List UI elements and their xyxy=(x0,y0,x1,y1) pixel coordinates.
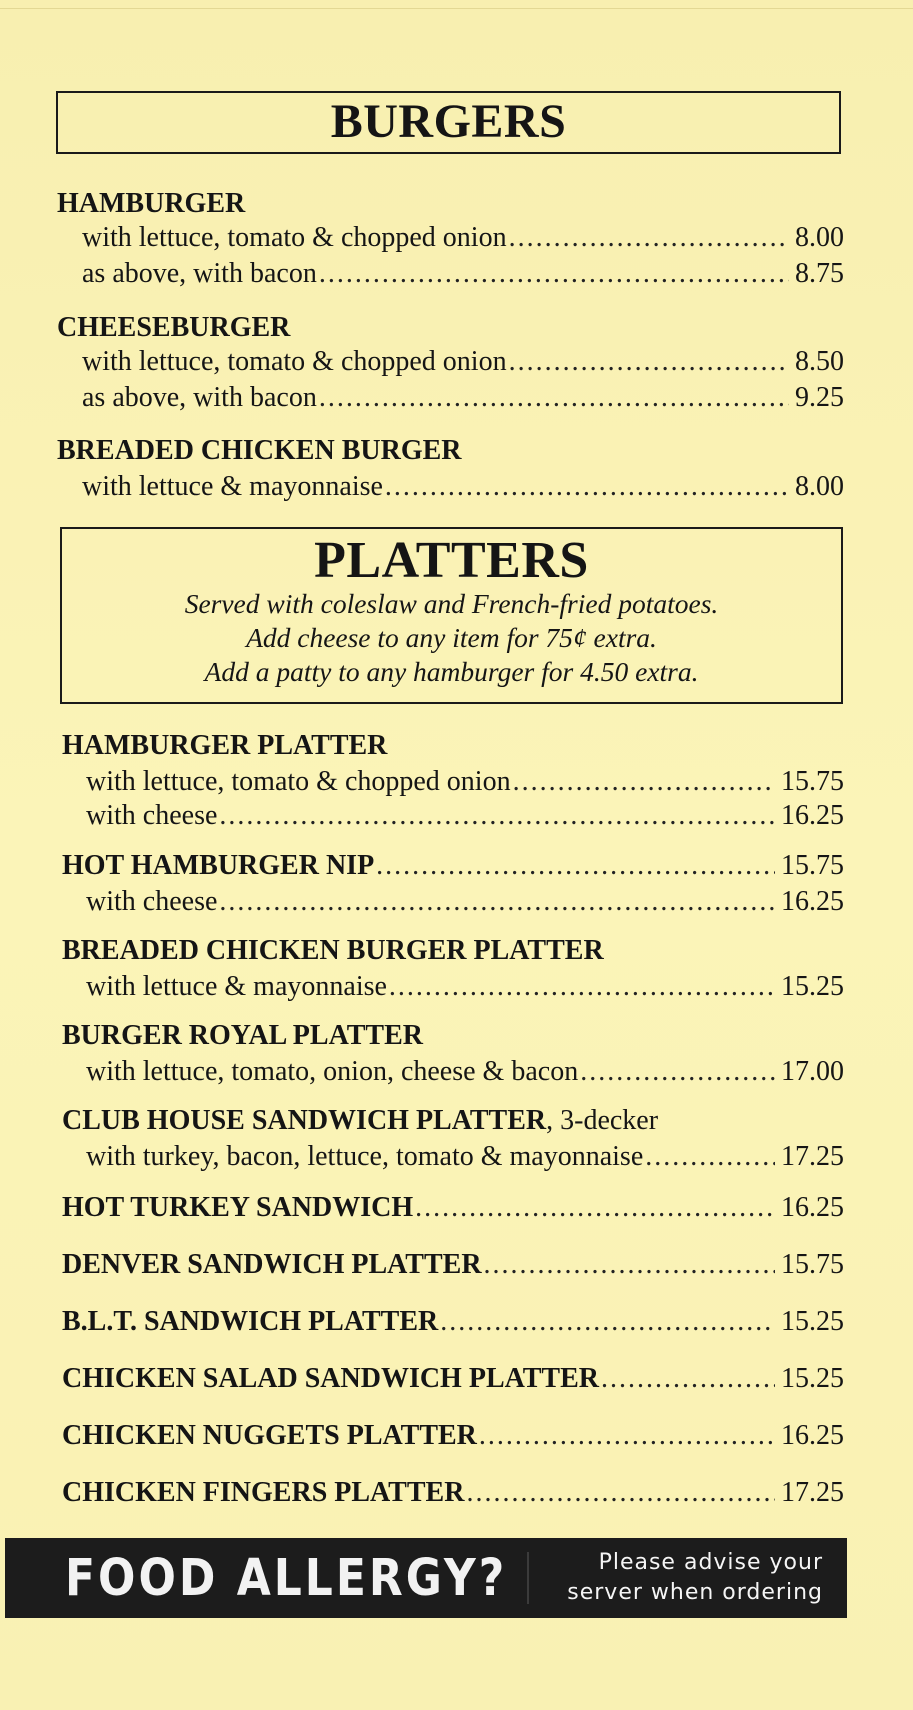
menu-item xyxy=(86,885,844,919)
item-price: 17.25 xyxy=(781,1477,844,1508)
item-price: 15.75 xyxy=(781,1249,844,1280)
menu-item-hot-hamburger-nip xyxy=(62,849,844,883)
leader-dots xyxy=(509,345,789,379)
menu-item xyxy=(86,970,844,1004)
item-price: 16.25 xyxy=(781,1192,844,1223)
menu-item xyxy=(86,1055,844,1089)
menu-item-single xyxy=(62,1191,844,1225)
leader-dots xyxy=(509,221,789,255)
item-price: 9.25 xyxy=(795,382,844,413)
leader-dots xyxy=(479,1419,775,1453)
category-hamburger-platter: HAMBURGER PLATTER xyxy=(62,730,388,761)
menu-item xyxy=(82,257,844,291)
platters-note: Add cheese to any item for 75¢ extra. xyxy=(246,622,657,653)
leader-dots xyxy=(513,765,775,799)
item-name: CHICKEN SALAD SANDWICH PLATTER xyxy=(62,1363,600,1394)
food-allergy-banner xyxy=(5,1538,847,1618)
item-desc: with lettuce & mayonnaise xyxy=(86,971,387,1002)
item-desc: as above, with bacon xyxy=(82,382,317,413)
item-price: 8.50 xyxy=(795,346,844,377)
platters-title-box xyxy=(60,527,843,704)
item-name: B.L.T. SANDWICH PLATTER xyxy=(62,1306,439,1337)
category-breaded-chicken-burger: BREADED CHICKEN BURGER xyxy=(57,435,462,466)
food-allergy-headline: FOOD ALLERGY? xyxy=(65,1548,508,1608)
item-price: 17.25 xyxy=(781,1141,844,1172)
item-price: 15.25 xyxy=(781,1363,844,1394)
leader-dots xyxy=(385,470,789,504)
banner-divider xyxy=(527,1552,529,1604)
menu-item-single xyxy=(62,1476,844,1510)
menu-item xyxy=(86,1140,844,1174)
leader-dots xyxy=(484,1248,775,1282)
leader-dots xyxy=(415,1191,775,1225)
menu-item xyxy=(86,765,844,799)
item-price: 8.75 xyxy=(795,258,844,289)
burgers-title-box xyxy=(56,91,841,154)
item-price: 15.25 xyxy=(781,971,844,1002)
leader-dots xyxy=(466,1476,775,1510)
category-hamburger: HAMBURGER xyxy=(57,188,246,219)
item-name: CHICKEN NUGGETS PLATTER xyxy=(62,1420,477,1451)
item-name: HOT HAMBURGER NIP xyxy=(62,850,375,881)
burgers-title: BURGERS xyxy=(330,95,567,148)
menu-item-single xyxy=(62,1419,844,1453)
item-price: 17.00 xyxy=(781,1056,844,1087)
item-price: 15.25 xyxy=(781,1306,844,1337)
food-allergy-notice xyxy=(567,1548,823,1608)
menu-item-single xyxy=(62,1248,844,1282)
item-desc: with lettuce, tomato, onion, cheese & bacon xyxy=(86,1056,579,1087)
item-price: 8.00 xyxy=(795,222,844,253)
item-desc: with lettuce, tomato & chopped onion xyxy=(82,346,507,377)
item-desc: with lettuce, tomato & chopped onion xyxy=(82,222,507,253)
item-desc: with lettuce & mayonnaise xyxy=(82,471,383,502)
item-name: CLUB HOUSE SANDWICH PLATTER xyxy=(62,1105,547,1136)
platters-title: PLATTERS xyxy=(314,532,589,589)
item-price: 16.25 xyxy=(781,886,844,917)
item-desc: with cheese xyxy=(86,800,218,831)
leader-dots xyxy=(319,381,789,415)
item-price: 15.75 xyxy=(781,850,844,881)
page-top-edge xyxy=(0,0,913,9)
category-burger-royal-platter: BURGER ROYAL PLATTER xyxy=(62,1020,423,1051)
item-price: 16.25 xyxy=(781,800,844,831)
platters-note: Served with coleslaw and French-fried potatoes. xyxy=(184,588,719,619)
category-cheeseburger: CHEESEBURGER xyxy=(57,312,291,343)
leader-dots xyxy=(219,799,775,833)
item-name: HOT TURKEY SANDWICH xyxy=(62,1192,414,1223)
item-desc: with lettuce, tomato & chopped onion xyxy=(86,766,511,797)
item-name: DENVER SANDWICH PLATTER xyxy=(62,1249,482,1280)
menu-item xyxy=(86,799,844,833)
leader-dots xyxy=(219,885,775,919)
item-suffix: , 3-decker xyxy=(546,1105,659,1136)
item-price: 16.25 xyxy=(781,1420,844,1451)
allergy-line-2: server when ordering xyxy=(567,1580,823,1605)
item-price: 8.00 xyxy=(795,471,844,502)
menu-item xyxy=(82,345,844,379)
category-breaded-chicken-platter: BREADED CHICKEN BURGER PLATTER xyxy=(62,935,604,966)
allergy-line-1: Please advise your xyxy=(598,1550,823,1575)
menu-item-single xyxy=(62,1305,844,1339)
menu-item xyxy=(82,381,844,415)
leader-dots xyxy=(645,1140,775,1174)
leader-dots xyxy=(319,257,789,291)
leader-dots xyxy=(376,849,775,883)
category-club-house-platter xyxy=(62,1104,658,1138)
item-desc: as above, with bacon xyxy=(82,258,317,289)
menu-item xyxy=(82,470,844,504)
platters-note: Add a patty to any hamburger for 4.50 extra. xyxy=(204,656,699,687)
menu-item-single xyxy=(62,1362,844,1396)
leader-dots xyxy=(601,1362,775,1396)
item-desc: with turkey, bacon, lettuce, tomato & mayonnaise xyxy=(86,1141,644,1172)
item-price: 15.75 xyxy=(781,766,844,797)
leader-dots xyxy=(389,970,775,1004)
item-name: CHICKEN FINGERS PLATTER xyxy=(62,1477,465,1508)
item-desc: with cheese xyxy=(86,886,218,917)
leader-dots xyxy=(580,1055,775,1089)
leader-dots xyxy=(440,1305,775,1339)
menu-item xyxy=(82,221,844,255)
